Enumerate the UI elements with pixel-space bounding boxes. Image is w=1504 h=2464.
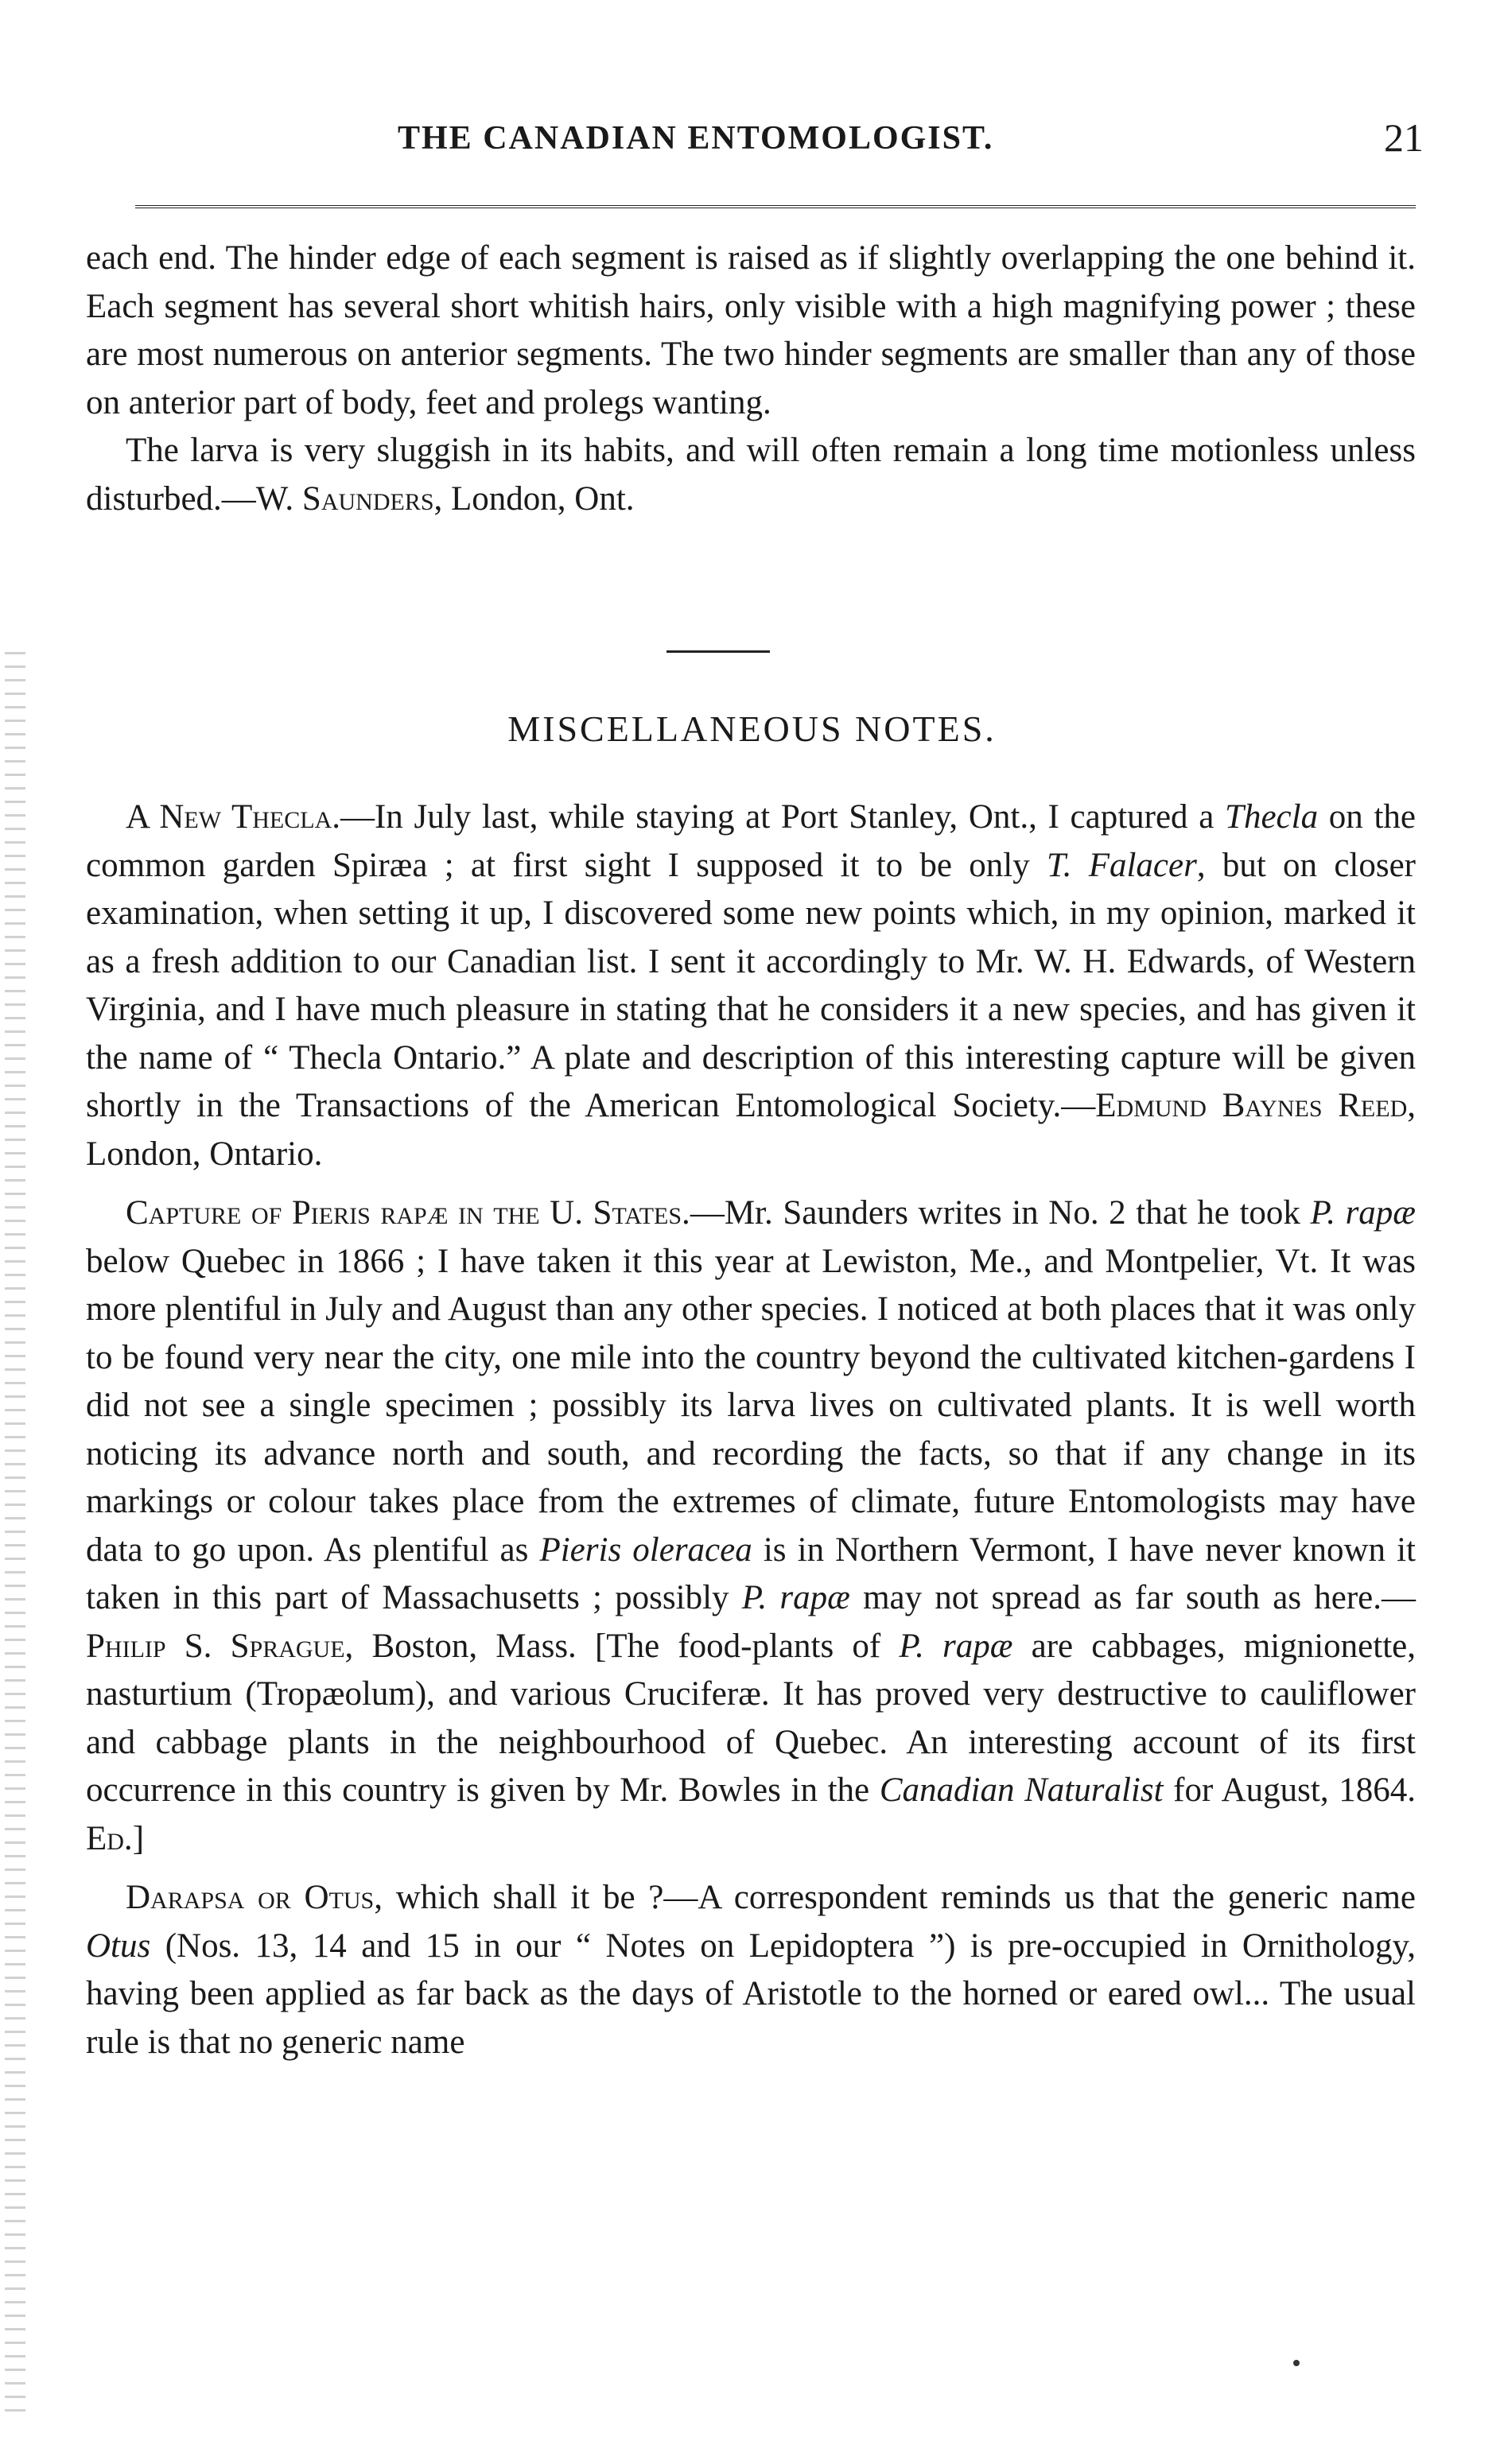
journal-name: Canadian Naturalist [879,1771,1164,1809]
note-text: , but on closer examination, when setting it up, I discovered some new points which, in my opinion, marked it as a fresh addition to our Canadian list. I sent it accordingly to Mr. W. H. Edwards, of Western Virginia, and I have much pleasure in stating that he considers it a new species, and has given it the name of “ Thecla Ontario.” A plate and description of this interesting capture will be given shortly in the Transactions of the American Entomological Society.— [86,846,1416,1124]
author-sprague: Philip S. Sprague [86,1627,345,1665]
note-title: Capture of Pieris rapæ in the U. States. [126,1194,690,1232]
note-text: for August, 1864. [1163,1771,1416,1809]
note-text: (Nos. 13, 14 and 15 in our “ Notes on Lepidoptera ”) is pre-occupied in Ornithology, having been applied as far back as the days of Aristotle to the horned or eared owl... The usual rule is that no generic name [86,1927,1416,2061]
note-text: ] [132,1819,145,1857]
note-text: , Boston, Mass. [The food-plants of [344,1627,900,1665]
species-name: P. rapæ [1310,1194,1416,1232]
page-number: 21 [1384,115,1424,160]
species-name: P. rapæ [741,1579,850,1616]
larva-place: , London, Ont. [433,479,635,518]
species-name: P. rapæ [899,1627,1013,1665]
species-name: T. Falacer [1046,846,1197,884]
section-heading: MISCELLANEOUS NOTES. [507,708,997,749]
genus-name: Otus [86,1927,151,1965]
note-text: —In July last, while staying at Port Stanley, Ont., I captured a [340,798,1226,836]
note-text: may not spread as far south as here.— [849,1579,1417,1616]
section-divider [667,650,770,653]
scan-margin-specks [5,652,25,2417]
author-reed: Edmund Baynes Reed [1095,1087,1408,1124]
note-pieris-rapae [86,1189,1416,1863]
species-name: Thecla [1225,798,1319,836]
note-text: below Quebec in 1866 ; I have taken it this year at Lewiston, Me., and Montpelier, Vt. It was more plentiful in July and August than any other species. I noticed at both places that it was only to be found very near the city, one mile into the country beyond the cultivated kitchen-gardens I did not see a single specimen ; possibly its larva lives on cultivated plants. It is well worth noticing its advance north and south, and recording the facts, so that if any change in its markings or colour takes place from the extremes of climate, future Entomologists may have data to go upon. As plentiful as [86,1242,1416,1569]
notes-body [86,794,1416,2066]
running-title: THE CANADIAN ENTOMOLOGIST. [398,120,994,157]
continuation-text [86,235,1416,523]
note-text: is in Northern Vermont, I have never known it taken in this part of Massachusetts ; possibly [86,1531,1416,1616]
note-text: , London, Ontario. [86,1087,1416,1173]
note-text: , which shall it be ?—A correspondent reminds us that the generic name [374,1879,1416,1916]
note-title: A New Thecla. [126,798,340,836]
note-title: Darapsa or Otus [126,1879,375,1916]
continuation-paragraph: each end. The hinder edge of each segment is raised as if slightly overlapping the one behind it. Each segment has several short whitish hairs, only visible with a high magnifying power ; these are most numerous on anterior segments. The two hinder segments are smaller than any of those on anterior part of body, feet and prolegs wanting. [86,239,1416,421]
species-name: Pieris oleracea [539,1531,752,1569]
print-speck [1293,2360,1300,2366]
note-text: are cabbages, mignionette, nasturtium (Tropæolum), and various Cruciferæ. It has proved very destructive to cauliflower and cabbage plants in the neighbourhood of Quebec. An interesting account of its first occurrence in this country is given by Mr. Bowles in the [86,1627,1416,1809]
editor-mark: Ed. [86,1819,133,1857]
note-new-thecla [86,794,1416,1178]
page-header [87,115,1424,175]
author-saunders: Saunders [301,479,434,518]
larva-text: The larva is very sluggish in its habits, and will often remain a long time motionless unless disturbed.—W. [86,432,1416,518]
note-text: —Mr. Saunders writes in No. 2 that he took [690,1194,1311,1232]
larva-paragraph [86,427,1416,523]
header-rule [135,205,1416,208]
note-text: on the common garden Spiræa ; at first sight I supposed it to be only [86,798,1416,884]
note-darapsa-otus [86,1874,1416,2066]
